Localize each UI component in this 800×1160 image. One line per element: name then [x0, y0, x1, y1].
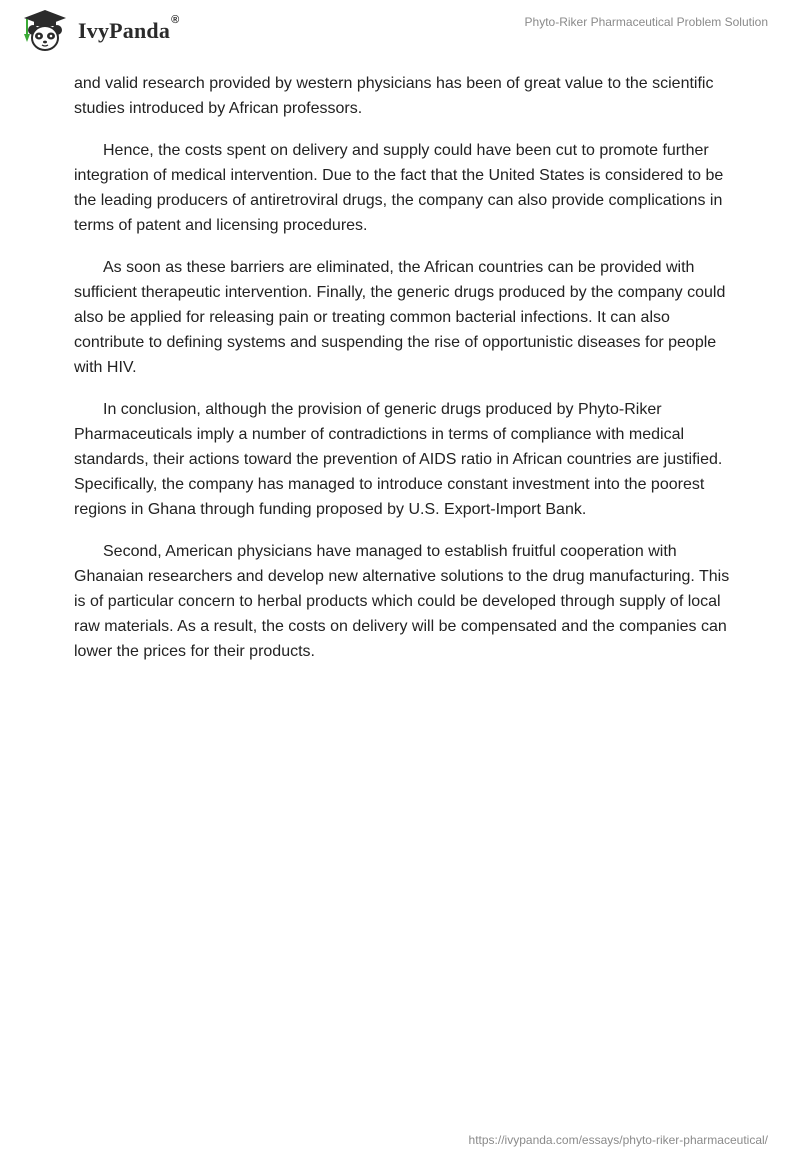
paragraph-2: Hence, the costs spent on delivery and supply could have been cut to promote further integration of medical intervention. Due to the fact that the United States is considered to be the leading producers of antiretroviral drugs, the company can also provide complications in terms of patent and licensing procedures.	[74, 142, 724, 234]
panda-graduate-icon	[14, 8, 76, 54]
brand-name: IvyPanda®	[78, 14, 180, 43]
paragraph-1: and valid research provided by western physicians has been of great value to the scientific studies introduced by African professors.	[74, 75, 714, 117]
source-url-link[interactable]: https://ivypanda.com/essays/phyto-riker-pharmaceutical/	[468, 1133, 768, 1147]
ivypanda-logo[interactable]	[14, 8, 179, 54]
paragraph-3: As soon as these barriers are eliminated, the African countries can be provided with sufficient therapeutic intervention. Finally, the generic drugs produced by the company could also be applied for releasing pain or treating common bacterial infections. It can also contribute to defining systems and suspending the rise of opportunistic diseases for people with HIV.	[74, 259, 726, 376]
registered-mark: ®	[171, 14, 180, 26]
paragraph-5: Second, American physicians have managed to establish fruitful cooperation with Ghanaian researchers and develop new alternative solutions to the drug manufacturing. This is of particular concern to herbal products which could be developed through supply of local raw materials. As a result, the costs on delivery will be compensated and the companies can lower the prices for their products.	[74, 543, 730, 660]
page-header	[0, 0, 800, 70]
essay-body	[74, 71, 734, 681]
document-title: Phyto-Riker Pharmaceutical Problem Solution	[524, 15, 768, 29]
paragraph-4: In conclusion, although the provision of generic drugs produced by Phyto-Riker Pharmaceuticals imply a number of contradictions in terms of compliance with medical standards, their actions toward the prevention of AIDS ratio in African countries are justified. Specifically, the company has managed to introduce constant investment into the poorest regions in Ghana through funding proposed by U.S. Export-Import Bank.	[74, 401, 723, 518]
